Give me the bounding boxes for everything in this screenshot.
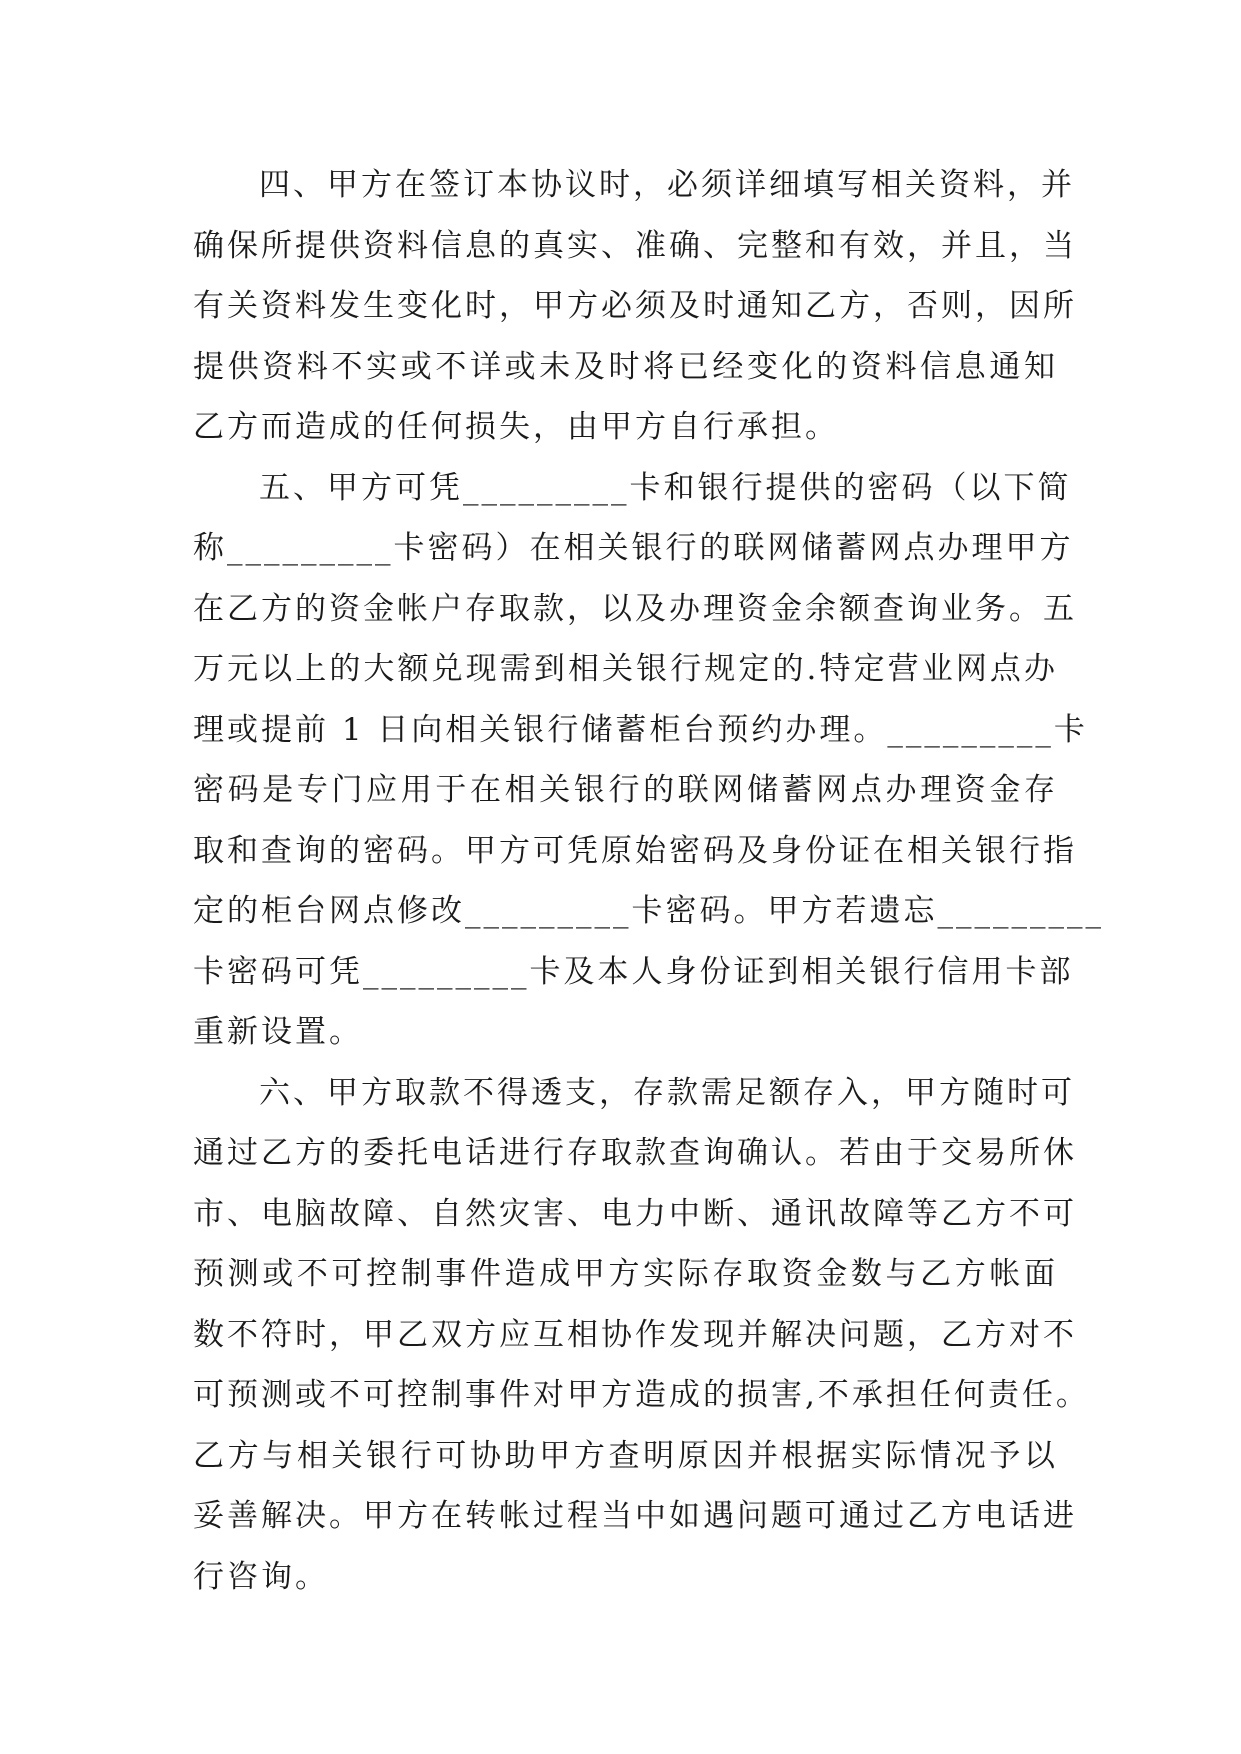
- text-line: 四、甲方在签订本协议时，必须详细填写相关资料，并: [259, 167, 1075, 203]
- text-line: 妥善解决。甲方在转帐过程当中如遇问题可通过乙方电话进: [193, 1498, 1077, 1534]
- text-line: 五、甲方可凭_________卡和银行提供的密码（以下简: [259, 469, 1072, 506]
- text-line: 密码是专门应用于在相关银行的联网储蓄网点办理资金存: [193, 772, 1058, 808]
- text-line: 可预测或不可控制事件对甲方造成的损害,不承担任何责任。: [193, 1377, 1090, 1413]
- text-line: 取和查询的密码。甲方可凭原始密码及身份证在相关银行指: [193, 832, 1077, 869]
- text-line: 在乙方的资金帐户存取款，以及办理资金余额查询业务。五: [193, 590, 1077, 627]
- paragraph-clause-6: [193, 1063, 1090, 1608]
- text-line: 提供资料不实或不详或未及时将已经变化的资料信息通知: [193, 348, 1058, 385]
- text-line: 通过乙方的委托电话进行存取款查询确认。若由于交易所休: [193, 1135, 1077, 1171]
- text-line: 称_________卡密码）在相关银行的联网储蓄网点办理甲方: [193, 530, 1074, 566]
- text-line: 万元以上的大额兑现需到相关银行规定的.特定营业网点办: [193, 651, 1058, 687]
- text-line: 有关资料发生变化时，甲方必须及时通知乙方，否则，因所: [193, 288, 1077, 324]
- text-line: 重新设置。: [193, 1014, 363, 1050]
- text-line: 预测或不可控制事件造成甲方实际存取资金数与乙方帐面: [193, 1256, 1058, 1292]
- text-line: 乙方与相关银行可协助甲方查明原因并根据实际情况予以: [193, 1437, 1058, 1474]
- text-line: 数不符时，甲乙双方应互相协作发现并解决问题，乙方对不: [193, 1316, 1077, 1353]
- text-line: 市、电脑故障、自然灾害、电力中断、通讯故障等乙方不可: [193, 1195, 1077, 1232]
- paragraph-clause-5: [193, 458, 1104, 1063]
- text-line: 理或提前 1 日向相关银行储蓄柜台预约办理。_________卡: [193, 711, 1088, 748]
- document-body: [193, 155, 1104, 1607]
- paragraph-clause-4: [193, 155, 1077, 458]
- text-line: 六、甲方取款不得透支，存款需足额存入，甲方随时可: [259, 1074, 1075, 1111]
- text-line: 行咨询。: [193, 1558, 329, 1595]
- text-line: 卡密码可凭_________卡及本人身份证到相关银行信用卡部: [193, 953, 1074, 990]
- text-line: 乙方而造成的任何损失，由甲方自行承担。: [193, 409, 839, 445]
- text-line: 确保所提供资料信息的真实、准确、完整和有效，并且，当: [193, 227, 1077, 264]
- text-line: 定的柜台网点修改_________卡密码。甲方若遗忘_________: [193, 893, 1104, 929]
